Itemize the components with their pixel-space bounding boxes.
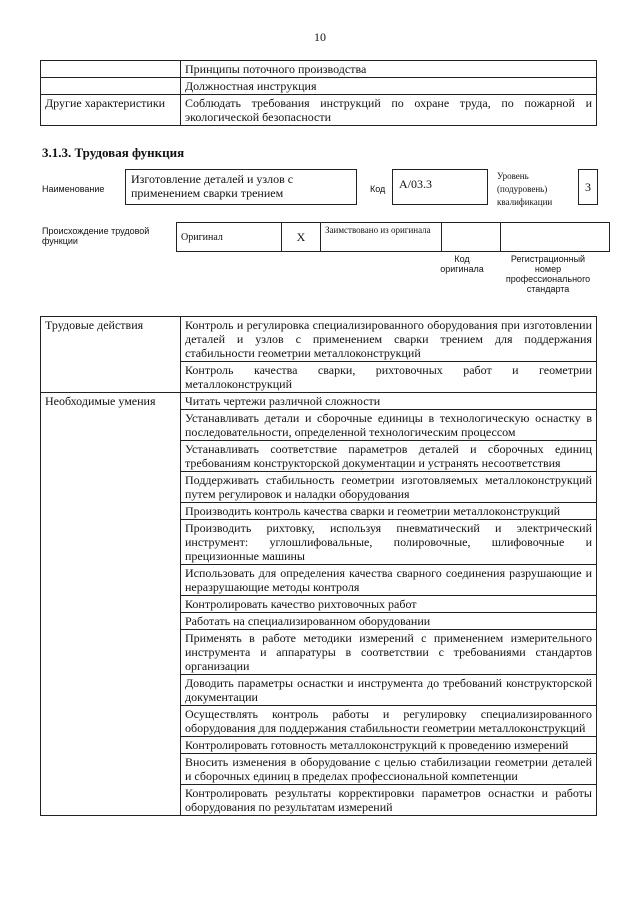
row-text: Соблюдать требования инструкций по охране труда, по пожарной и экологической безопасности (181, 95, 597, 126)
skill-item: Осуществлять контроль работы и регулировку специализированного оборудования для поддержания стабильности геометрии металлоконструкций (181, 706, 597, 737)
labor-action-item: Контроль качества сварки, рихтовочных работ и геометрии металлоконструкций (181, 362, 597, 393)
skill-item: Устанавливать соответствие параметров деталей и сборочных единиц требованиям конструкторской документации и устранять несоответствия (181, 441, 597, 472)
skill-item: Производить контроль качества сварки и геометрии металлоконструкций (181, 503, 597, 520)
table-row (41, 78, 597, 95)
other-characteristics-table (40, 60, 597, 126)
skill-item: Работать на специализированном оборудовании (181, 613, 597, 630)
row-text: Должностная инструкция (181, 78, 597, 95)
row-label (41, 78, 181, 95)
table-row (41, 317, 597, 362)
labor-function-table-body (41, 317, 597, 816)
original-code-caption: Код оригинала (440, 254, 484, 274)
registration-number-cell (501, 223, 610, 252)
origin-label: Происхождение трудовой функции (42, 226, 150, 246)
skill-item: Читать чертежи различной сложности (181, 393, 597, 410)
original-code-cell (442, 223, 501, 252)
row-text: Принципы поточного производства (181, 61, 597, 78)
origin-table (176, 222, 610, 252)
skill-item: Производить рихтовку, используя пневматический и электрический инструмент: углошлифовальные, полировочные, шлифовочные и прецизионные машины (181, 520, 597, 565)
labor-action-category-label: Трудовые действия (41, 317, 181, 393)
original-label: Оригинал (177, 223, 282, 252)
row-label: Другие характеристики (41, 95, 181, 126)
skill-category-label: Необходимые умения (41, 393, 181, 816)
skill-item: Использовать для определения качества сварного соединения разрушающие и неразрушающие методы контроля (181, 565, 597, 596)
skill-item: Контролировать качество рихтовочных работ (181, 596, 597, 613)
level-label: Уровень (подуровень) квалификации (497, 171, 553, 207)
level-value: 3 (578, 169, 598, 205)
labor-function-table (40, 316, 597, 816)
page-number: 10 (314, 30, 326, 44)
table-row (41, 61, 597, 78)
skill-item: Вносить изменения в оборудование с целью стабилизации геометрии деталей и сборочных единиц в пределах профессиональной компетенции (181, 754, 597, 785)
code-label: Код (370, 184, 386, 194)
skill-item: Поддерживать стабильность геометрии изготовляемых металлоконструкций путем регулировок и наладки оборудования (181, 472, 597, 503)
original-mark: X (282, 223, 321, 252)
row-label (41, 61, 181, 78)
skill-item: Доводить параметры оснастки и инструмента до требований конструкторской документации (181, 675, 597, 706)
name-label: Наименование (42, 184, 105, 194)
table-row (177, 223, 610, 252)
registration-number-caption: Регистрационный номер профессионального стандарта (505, 254, 591, 294)
borrowed-label: Заимствовано из оригинала (321, 223, 442, 252)
skill-item: Устанавливать детали и сборочные единицы в технологическую оснастку в последовательности, определенной технологическим процессом (181, 410, 597, 441)
skill-item: Контролировать готовность металлоконструкций к проведению измерений (181, 737, 597, 754)
labor-action-item: Контроль и регулировка специализированного оборудования при изготовлении деталей и узлов с применением сварки трением для поддержания стабильности геометрии металлоконструкций (181, 317, 597, 362)
function-code-value: А/03.3 (392, 169, 488, 205)
table-row (41, 393, 597, 410)
skill-item: Контролировать результаты корректировки параметров оснастки и работы оборудования по результатам измерений (181, 785, 597, 816)
function-name-value: Изготовление деталей и узлов с применением сварки трением (125, 169, 357, 205)
skill-item: Применять в работе методики измерений с применением измерительного инструмента и аппаратуры в соответствии с требованиями стандартов организации (181, 630, 597, 675)
table-row (41, 95, 597, 126)
section-heading: 3.1.3. Трудовая функция (42, 145, 185, 160)
